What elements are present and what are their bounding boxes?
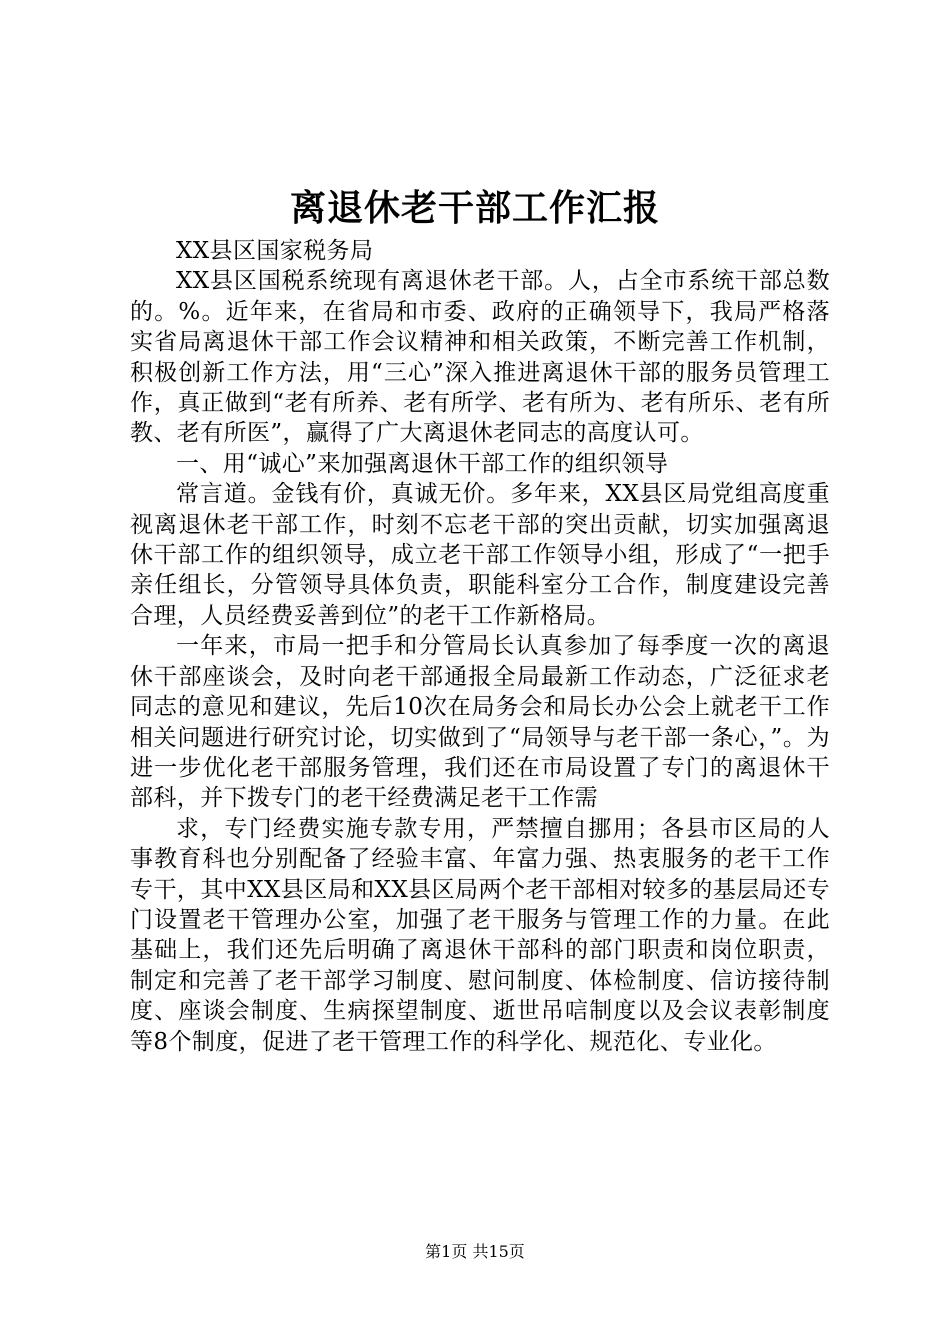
- paragraph-intro: XX县区国税系统现有离退休老干部。人，占全市系统干部总数的。%。近年来，在省局和市委、政府的正确领导下，我局严格落实省局离退休干部工作会议精神和相关政策，不断完善工作机制，积极创新工作方法，用“三心”深入推进离退休干部的服务员管理工作，真正做到“老有所养、老有所学、老有所为、老有所乐、老有所教、老有所医”，赢得了广大离退休老同志的高度认可。: [130, 268, 830, 447]
- paragraph-leadership: 常言道。金钱有价，真诚无价。多年来，XX县区局党组高度重视离退休老干部工作，时刻不忘老干部的突出贡献，切实加强离退休干部工作的组织领导，成立老干部工作领导小组，形成了“一把手亲任组长，分管领导具体负责，职能科室分工合作，制度建设完善合理，人员经费妥善到位”的老干工作新格局。: [130, 481, 830, 629]
- document-body: [130, 236, 830, 1057]
- section-heading-1: 一、用“诚心”来加强离退休干部工作的组织领导: [176, 450, 669, 477]
- page-number-footer: 第1页 共15页: [425, 1242, 525, 1261]
- paragraph-funding: 求，专门经费实施专款专用，严禁擅自挪用；各县市区局的人事教育科也分别配备了经验丰富、年富力强、热衷服务的老干工作专干，其中XX县区局和XX县区局两个老干部相对较多的基层局还专门设置老干管理办公室，加强了老干服务与管理工作的力量。在此基础上，我们还先后明确了离退休干部科的部门职责和岗位职责，制定和完善了老干部学习制度、慰问制度、体检制度、信访接待制度、座谈会制度、生病探望制度、逝世吊唁制度以及会议表彰制度等8个制度，促进了老干管理工作的科学化、规范化、专业化。: [130, 815, 830, 1055]
- paragraph-issuer: XX县区国家税务局: [176, 238, 374, 264]
- document-title: 离退休老干部工作汇报: [289, 187, 660, 229]
- paragraph-annual-work: 一年来，市局一把手和分管局长认真参加了每季度一次的离退休干部座谈会，及时向老干部通报全局最新工作动态，广泛征求老同志的意见和建议，先后10次在局务会和局长办公会上就老干工作相关问题进行研究讨论，切实做到了“局领导与老干部一条心，”。为进一步优化老干部服务管理，我们还在市局设置了专门的离退休干部科，并下拨专门的老干经费满足老干工作需: [130, 633, 830, 812]
